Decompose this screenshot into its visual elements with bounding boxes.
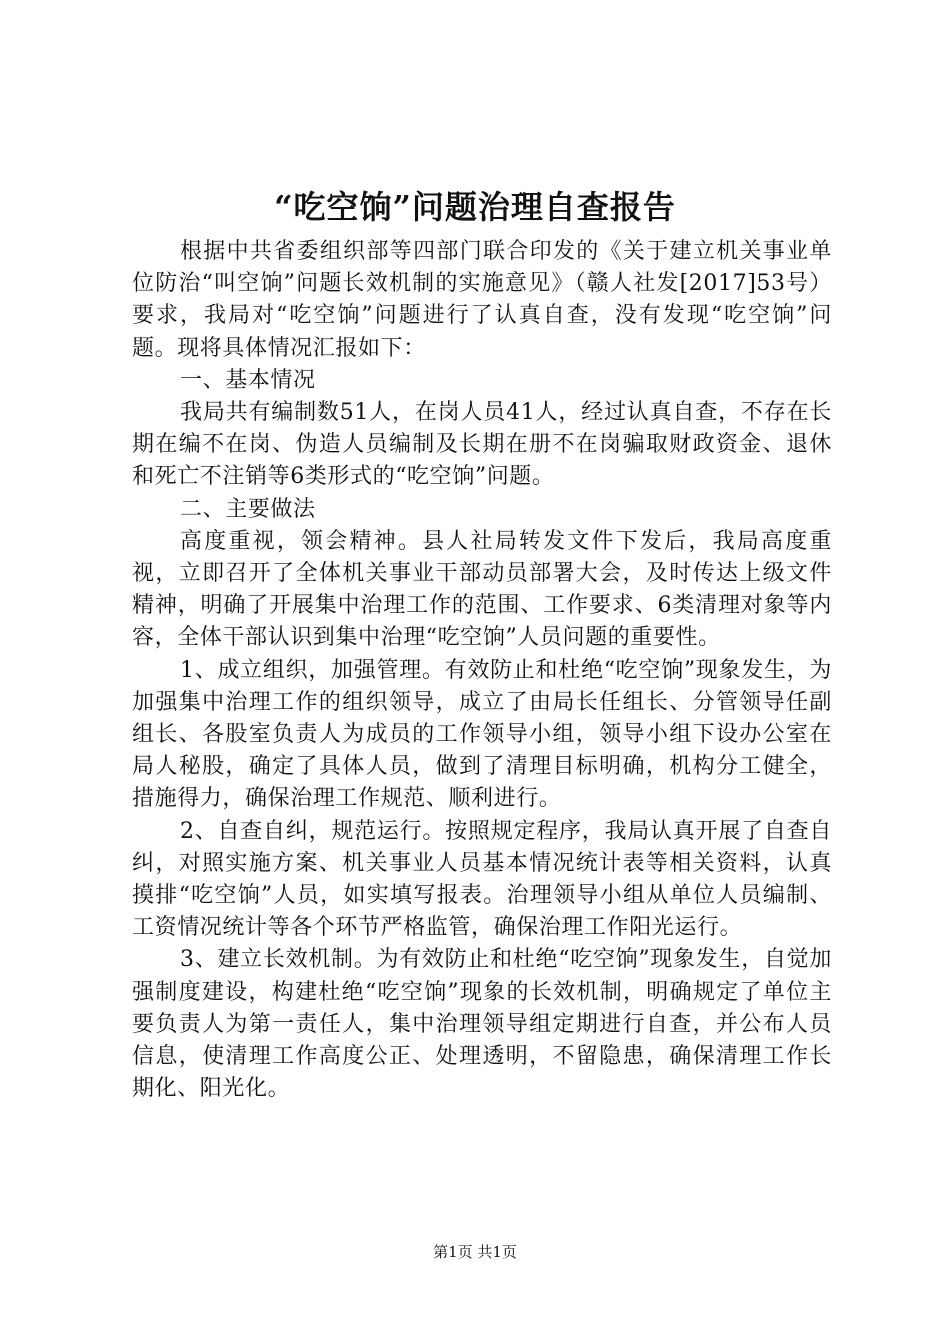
heading-basic-situation: 一、基本情况 <box>180 367 316 393</box>
document-body <box>132 236 832 1105</box>
page-footer: 第1页 共1页 <box>433 1243 517 1261</box>
paragraph-long-term-mechanism: 3、建立长效机制。为有效防止和杜绝“吃空饷”现象发生，自觉加强制度建设，构建杜绝“吃空饷”现象的长效机制，明确规定了单位主要负责人为第一责任人，集中治理领导组定期进行自查，并公布人员信息，使清理工作高度公正、处理透明，不留隐患，确保清理工作长期化、阳光化。 <box>132 947 832 1102</box>
paragraph-self-inspection: 2、自查自纠，规范运行。按照规定程序，我局认真开展了自查自纠，对照实施方案、机关事业人员基本情况统计表等相关资料，认真摸排“吃空饷”人员，如实填写报表。治理领导小组从单位人员编制、工资情况统计等各个环节严格监管，确保治理工作阳光运行。 <box>132 818 832 941</box>
document-title: “吃空饷”问题治理自查报告 <box>274 188 676 226</box>
paragraph-organization: 1、成立组织，加强管理。有效防止和杜绝“吃空饷”现象发生，为加强集中治理工作的组织领导，成立了由局长任组长、分管领导任副组长、各股室负责人为成员的工作领导小组，领导小组下设办公室在局人秘股，确定了具体人员，做到了清理目标明确，机构分工健全，措施得力，确保治理工作规范、顺利进行。 <box>132 657 832 812</box>
heading-main-practices: 二、主要做法 <box>180 496 316 522</box>
paragraph-attention: 高度重视，领会精神。县人社局转发文件下发后，我局高度重视，立即召开了全体机关事业干部动员部署大会，及时传达上级文件精神，明确了开展集中治理工作的范围、工作要求、6类清理对象等内容，全体干部认识到集中治理“吃空饷”人员问题的重要性。 <box>132 528 832 651</box>
paragraph-intro: 根据中共省委组织部等四部门联合印发的《关于建立机关事业单位防治“叫空饷”问题长效机制的实施意见》（赣人社发[2017]53号）要求，我局对“吃空饷”问题进行了认真自查，没有发现“吃空饷”问题。现将具体情况汇报如下： <box>132 239 832 361</box>
paragraph-basic-situation: 我局共有编制数51人，在岗人员41人，经过认真自查，不存在长期在编不在岗、伪造人员编制及长期在册不在岗骗取财政资金、退休和死亡不注销等6类形式的“吃空饷”问题。 <box>132 400 832 490</box>
